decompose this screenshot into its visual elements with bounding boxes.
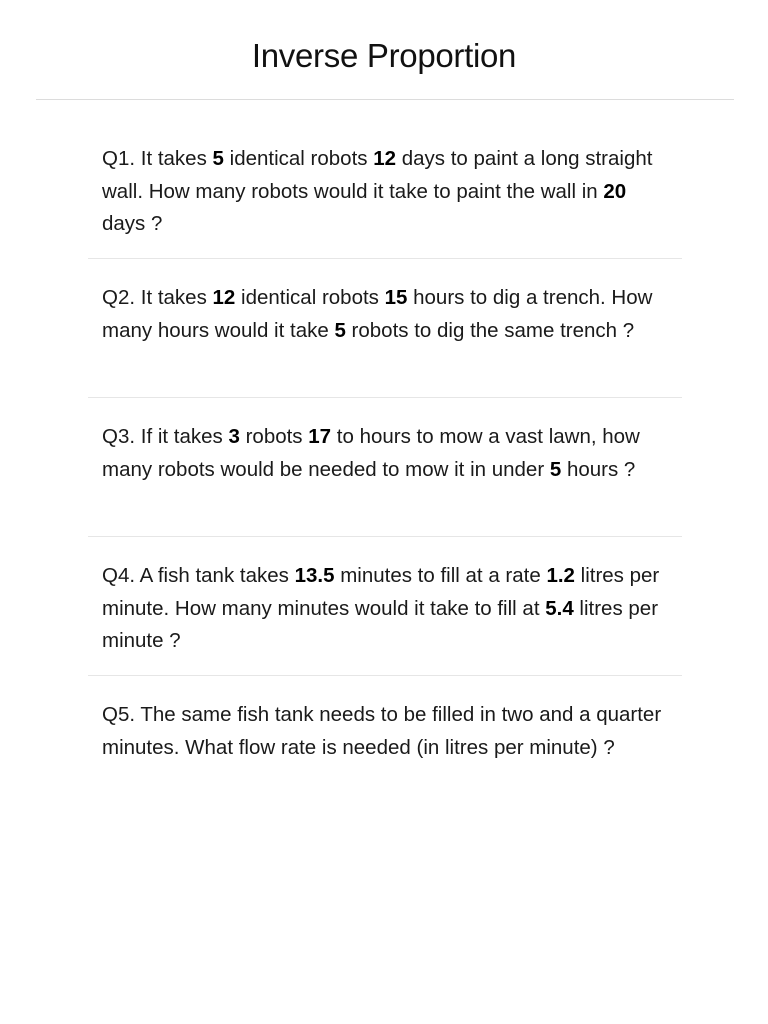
question-list (88, 120, 682, 815)
question-value: 5 (334, 318, 346, 342)
question-text: days ? (102, 212, 163, 235)
question-text: A fish tank takes (139, 564, 295, 587)
question-item (88, 259, 682, 398)
question-value: 12 (212, 286, 236, 309)
question-value: 17 (308, 425, 332, 448)
question-number: Q1. (102, 147, 136, 170)
question-text: identical robots (223, 147, 374, 170)
question-number: Q4. (102, 564, 136, 587)
question-value: 5.4 (545, 596, 574, 620)
question-text: days to paint a long straight wall. How many robots would it take to paint the wall in (102, 147, 653, 203)
question-item (88, 120, 682, 259)
question-value: 1.2 (546, 564, 575, 587)
question-text: minutes to fill at a rate (334, 564, 547, 587)
title-divider (36, 99, 734, 100)
question-value: 20 (603, 179, 627, 203)
question-item (88, 398, 682, 537)
question-number: Q5. (102, 703, 136, 726)
question-text: The same fish tank needs to be filled in two and a quarter minutes. What flow rate is needed (in litres per minute) ? (102, 703, 662, 759)
question-value: 3 (228, 425, 240, 448)
question-item (88, 676, 682, 815)
question-text: litres per minute. How many minutes would it take to fill at (102, 564, 660, 620)
question-number: Q3. (102, 425, 136, 448)
question-text: to hours to mow a vast lawn, how many robots would be needed to mow it in under (102, 425, 640, 481)
question-text: hours to dig a trench. How many hours would it take (102, 286, 653, 342)
question-text: hours ? (561, 457, 636, 481)
question-item (88, 537, 682, 676)
question-text: It takes (140, 147, 213, 170)
page-title: Inverse Proportion (251, 37, 517, 74)
question-value: 13.5 (294, 564, 335, 587)
question-value: 12 (373, 147, 397, 170)
question-number: Q2. (102, 286, 136, 309)
question-text: identical robots (235, 286, 385, 309)
question-text: robots (239, 425, 309, 448)
question-text: litres per minute ? (102, 596, 659, 652)
question-value: 15 (384, 286, 408, 309)
question-text: It takes (140, 286, 213, 309)
question-text: If it takes (140, 425, 229, 448)
question-value: 5 (549, 457, 562, 481)
question-value: 5 (212, 147, 224, 170)
question-text: robots to dig the same trench ? (345, 318, 635, 342)
